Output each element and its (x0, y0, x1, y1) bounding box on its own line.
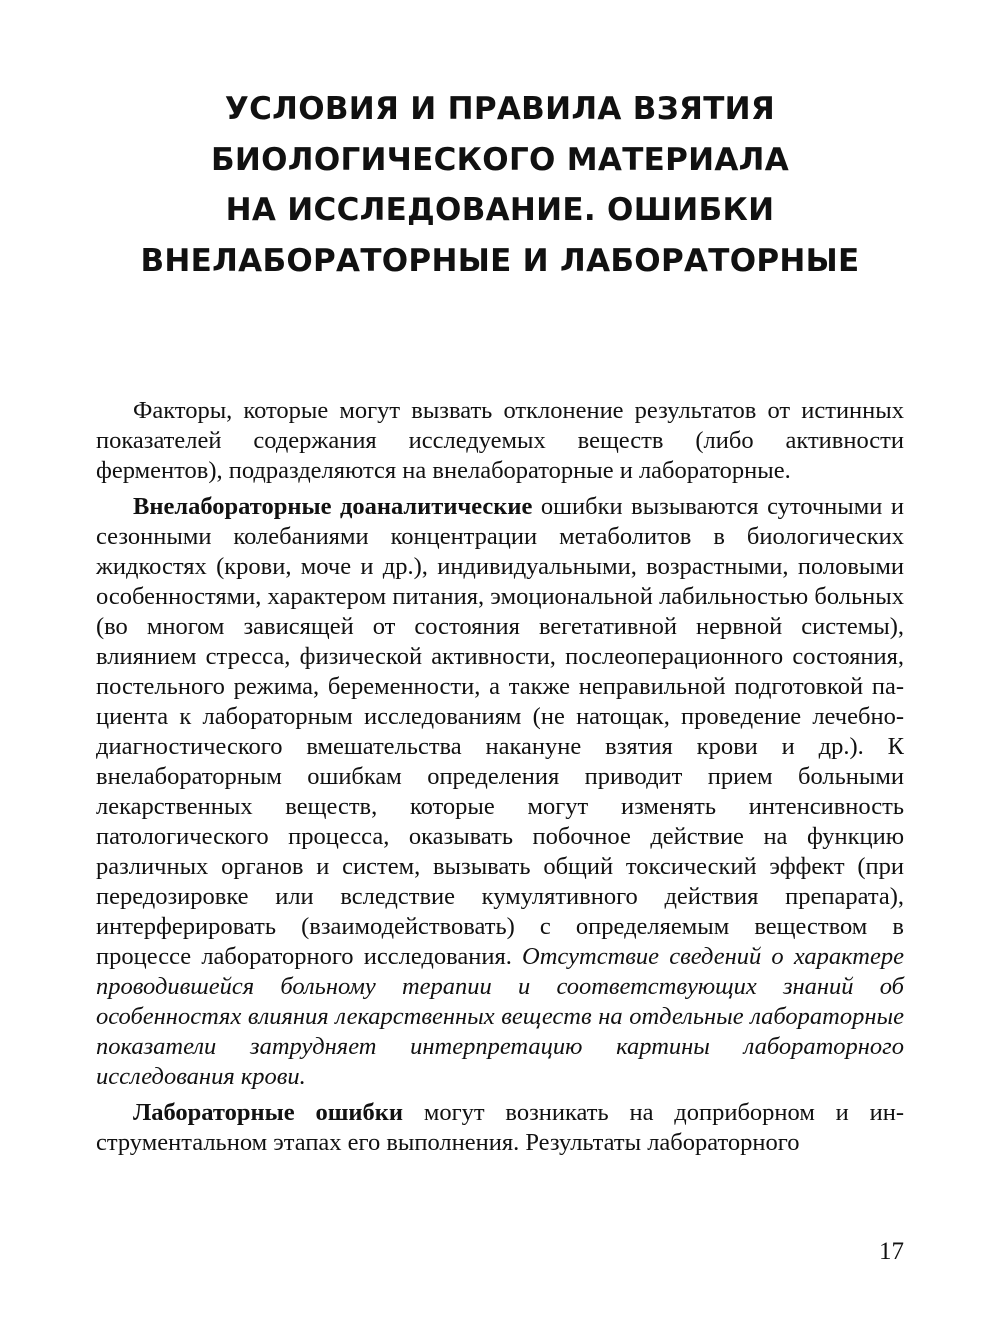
page-number: 17 (879, 1238, 904, 1265)
chapter-title-line: БИОЛОГИЧЕСКОГО МАТЕРИАЛА (210, 141, 790, 178)
body-text (96, 396, 904, 1164)
chapter-title-line: УСЛОВИЯ И ПРАВИЛА ВЗЯТИЯ (224, 91, 776, 127)
paragraph-factors-text: Факторы, которые могут вызвать отклонение результатов от истинных показателей содержания исследуемых веществ (либо активности ферментов), подразделяются на внелабораторные и лабораторные. (96, 397, 904, 484)
chapter-title-line: НА ИССЛЕДОВАНИЕ. ОШИБКИ (225, 192, 775, 228)
chapter-title (100, 84, 900, 286)
chapter-title-line: ВНЕЛАБОРАТОРНЫЕ И ЛАБОРАТОРНЫЕ (140, 242, 860, 279)
paragraph-laboratory-errors (96, 1098, 904, 1158)
paragraph-body-text: ошибки вызываются суточными и сезонными колебаниями концентрации метаболитов в биологических жидкостях (крови, моче и др.), индивидуальными, возрастными, половыми особенностями, характером питания, эмоциональной лабильностью больных (во многом зависящей от состояния вегетативной нервной системы), влиянием стресса, физической активности, послеоперационного состояния, постельного режима, беременности, а также неправильной подготовкой пациента к лабораторным исследованиям (не натощак, проведение лечебно-диагностического вмешательства накануне взятия крови и др.). К внелабораторным ошибкам определения приводит прием больными лекарственных веществ, которые могут изменять интенсивность патологического процесса, оказывать побочное действие на функцию различных органов и систем, вызывать общий токсический эффект (при передозировке или вследствие кумулятивного действия препарата), интерферировать (взаимодействовать) с определяемым веществом в процессе лабораторного исследования. (96, 493, 904, 970)
paragraph-lead-bold: Лабораторные ошибки (133, 1099, 403, 1126)
paragraph-lead-bold: Внелабораторные доаналитические (133, 493, 533, 520)
paragraph-extra-laboratory-errors (96, 492, 904, 1092)
paragraph-factors (96, 396, 904, 486)
paragraph-body-text: могут возникать на доприборном и инструментальном этапах его выполнения. Результаты лабораторного (96, 1099, 904, 1156)
paragraph-italic-text: Отсутствие сведений о характере проводившейся больному терапии и соответствующих знаний об особенностях влияния лекарственных веществ на отдельные лабораторные показатели затрудняет интерпретацию картины лабораторного исследования крови. (96, 943, 904, 1090)
